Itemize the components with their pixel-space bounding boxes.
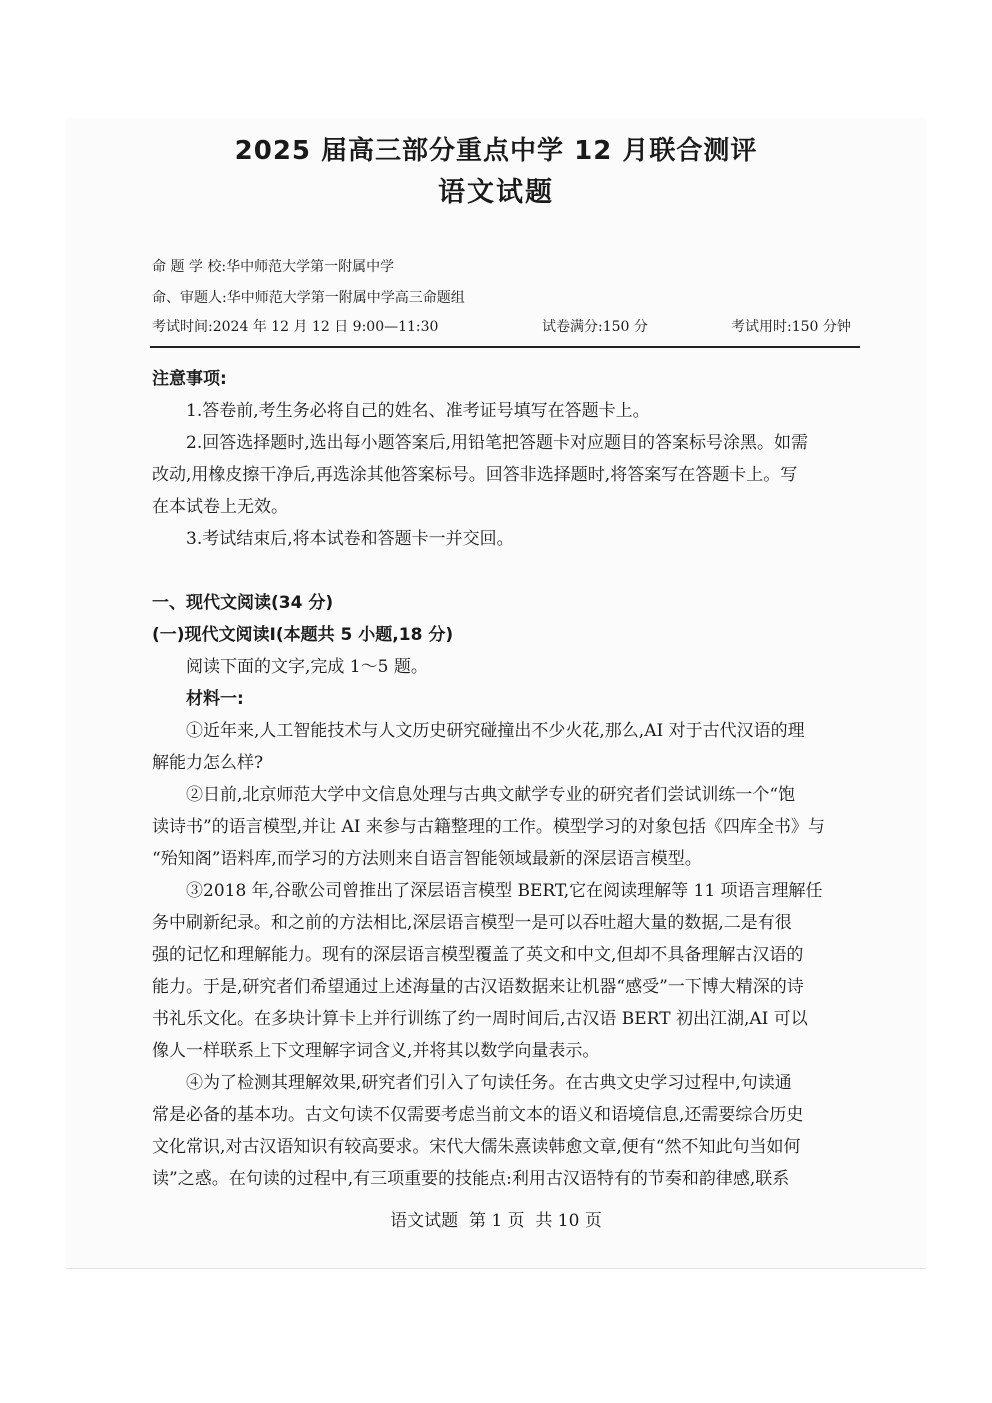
- paragraph-3-line-3: 强的记忆和理解能力。现有的深层语言模型覆盖了英文和中文,但却不具备理解古汉语的: [152, 945, 804, 965]
- notice-heading: 注意事项:: [152, 369, 227, 389]
- notice-item-2-line-3: 在本试卷上无效。: [152, 497, 288, 517]
- page-footer: 语文试题 第 1 页 共 10 页: [390, 1211, 602, 1231]
- paragraph-2-line-1: ②日前,北京师范大学中文信息处理与古典文献学专业的研究者们尝试训练一个“饱: [186, 785, 796, 805]
- material-label: 材料一:: [186, 689, 244, 709]
- paragraph-3-line-1: ③2018 年,谷歌公司曾推出了深层语言模型 BERT,它在阅读理解等 11 项语言理解任: [186, 881, 823, 901]
- paragraph-2-line-3: “殆知阁”语料库,而学习的方法则来自语言智能领域最新的深层语言模型。: [152, 849, 702, 869]
- paragraph-4-line-2: 常是必备的基本功。古文句读不仅需要考虑当前文本的语义和语境信息,还需要综合历史: [152, 1105, 804, 1125]
- info-school: 命 题 学 校:华中师范大学第一附属中学: [152, 259, 395, 275]
- paragraph-1-line-2: 解能力怎么样?: [152, 753, 264, 773]
- paragraph-3-line-2: 务中刷新纪录。和之前的方法相比,深层语言模型一是可以吞吐超大量的数据,二是有很: [152, 913, 792, 933]
- paragraph-1-line-1: ①近年来,人工智能技术与人文历史研究碰撞出不少火花,那么,AI 对于古代汉语的理: [186, 721, 805, 741]
- info-duration: 考试用时:150 分钟: [731, 319, 851, 335]
- paragraph-2-line-2: 读诗书”的语言模型,并让 AI 来参与古籍整理的工作。模型学习的对象包括《四库全书》与: [152, 817, 825, 837]
- paragraph-3-line-4: 能力。于是,研究者们希望通过上述海量的古汉语数据来让机器“感受”一下博大精深的诗: [152, 977, 804, 997]
- reading-instruction: 阅读下面的文字,完成 1～5 题。: [186, 657, 428, 677]
- paragraph-4-line-4: 读”之惑。在句读的过程中,有三项重要的技能点:利用古汉语特有的节奏和韵律感,联系: [152, 1169, 790, 1189]
- notice-item-2-line-2: 改动,用橡皮擦干净后,再选涂其他答案标号。回答非选择题时,将答案写在答题卡上。写: [152, 465, 798, 485]
- info-authors: 命、审题人:华中师范大学第一附属中学高三命题组: [152, 290, 465, 306]
- paragraph-4-line-3: 文化常识,对古汉语知识有较高要求。宋代大儒朱熹读韩愈文章,便有“然不知此句当如何: [152, 1137, 801, 1157]
- paragraph-4-line-1: ④为了检测其理解效果,研究者们引入了句读任务。在古典文史学习过程中,句读通: [186, 1073, 792, 1093]
- notice-item-3: 3.考试结束后,将本试卷和答题卡一并交回。: [186, 529, 514, 549]
- section-heading: 一、现代文阅读(34 分): [152, 593, 334, 613]
- info-full-score: 试卷满分:150 分: [542, 319, 648, 335]
- info-exam-time: 考试时间:2024 年 12 月 12 日 9:00—11:30: [152, 319, 439, 335]
- paragraph-3-line-6: 像人一样联系上下文理解字词含义,并将其以数学向量表示。: [152, 1041, 600, 1061]
- exam-subtitle: 语文试题: [438, 177, 554, 208]
- notice-item-1: 1.答卷前,考生务必将自己的姓名、准考证号填写在答题卡上。: [186, 401, 650, 421]
- notice-item-2-line-1: 2.回答选择题时,选出每小题答案后,用铅笔把答题卡对应题目的答案标号涂黑。如需: [186, 433, 809, 453]
- exam-title: 2025 届高三部分重点中学 12 月联合测评: [234, 136, 758, 166]
- paragraph-3-line-5: 书礼乐文化。在多块计算卡上并行训练了约一周时间后,古汉语 BERT 初出江湖,AI 可以: [152, 1009, 808, 1029]
- subsection-heading: (一)现代文阅读Ⅰ(本题共 5 小题,18 分): [152, 625, 454, 645]
- header-divider: [150, 346, 860, 348]
